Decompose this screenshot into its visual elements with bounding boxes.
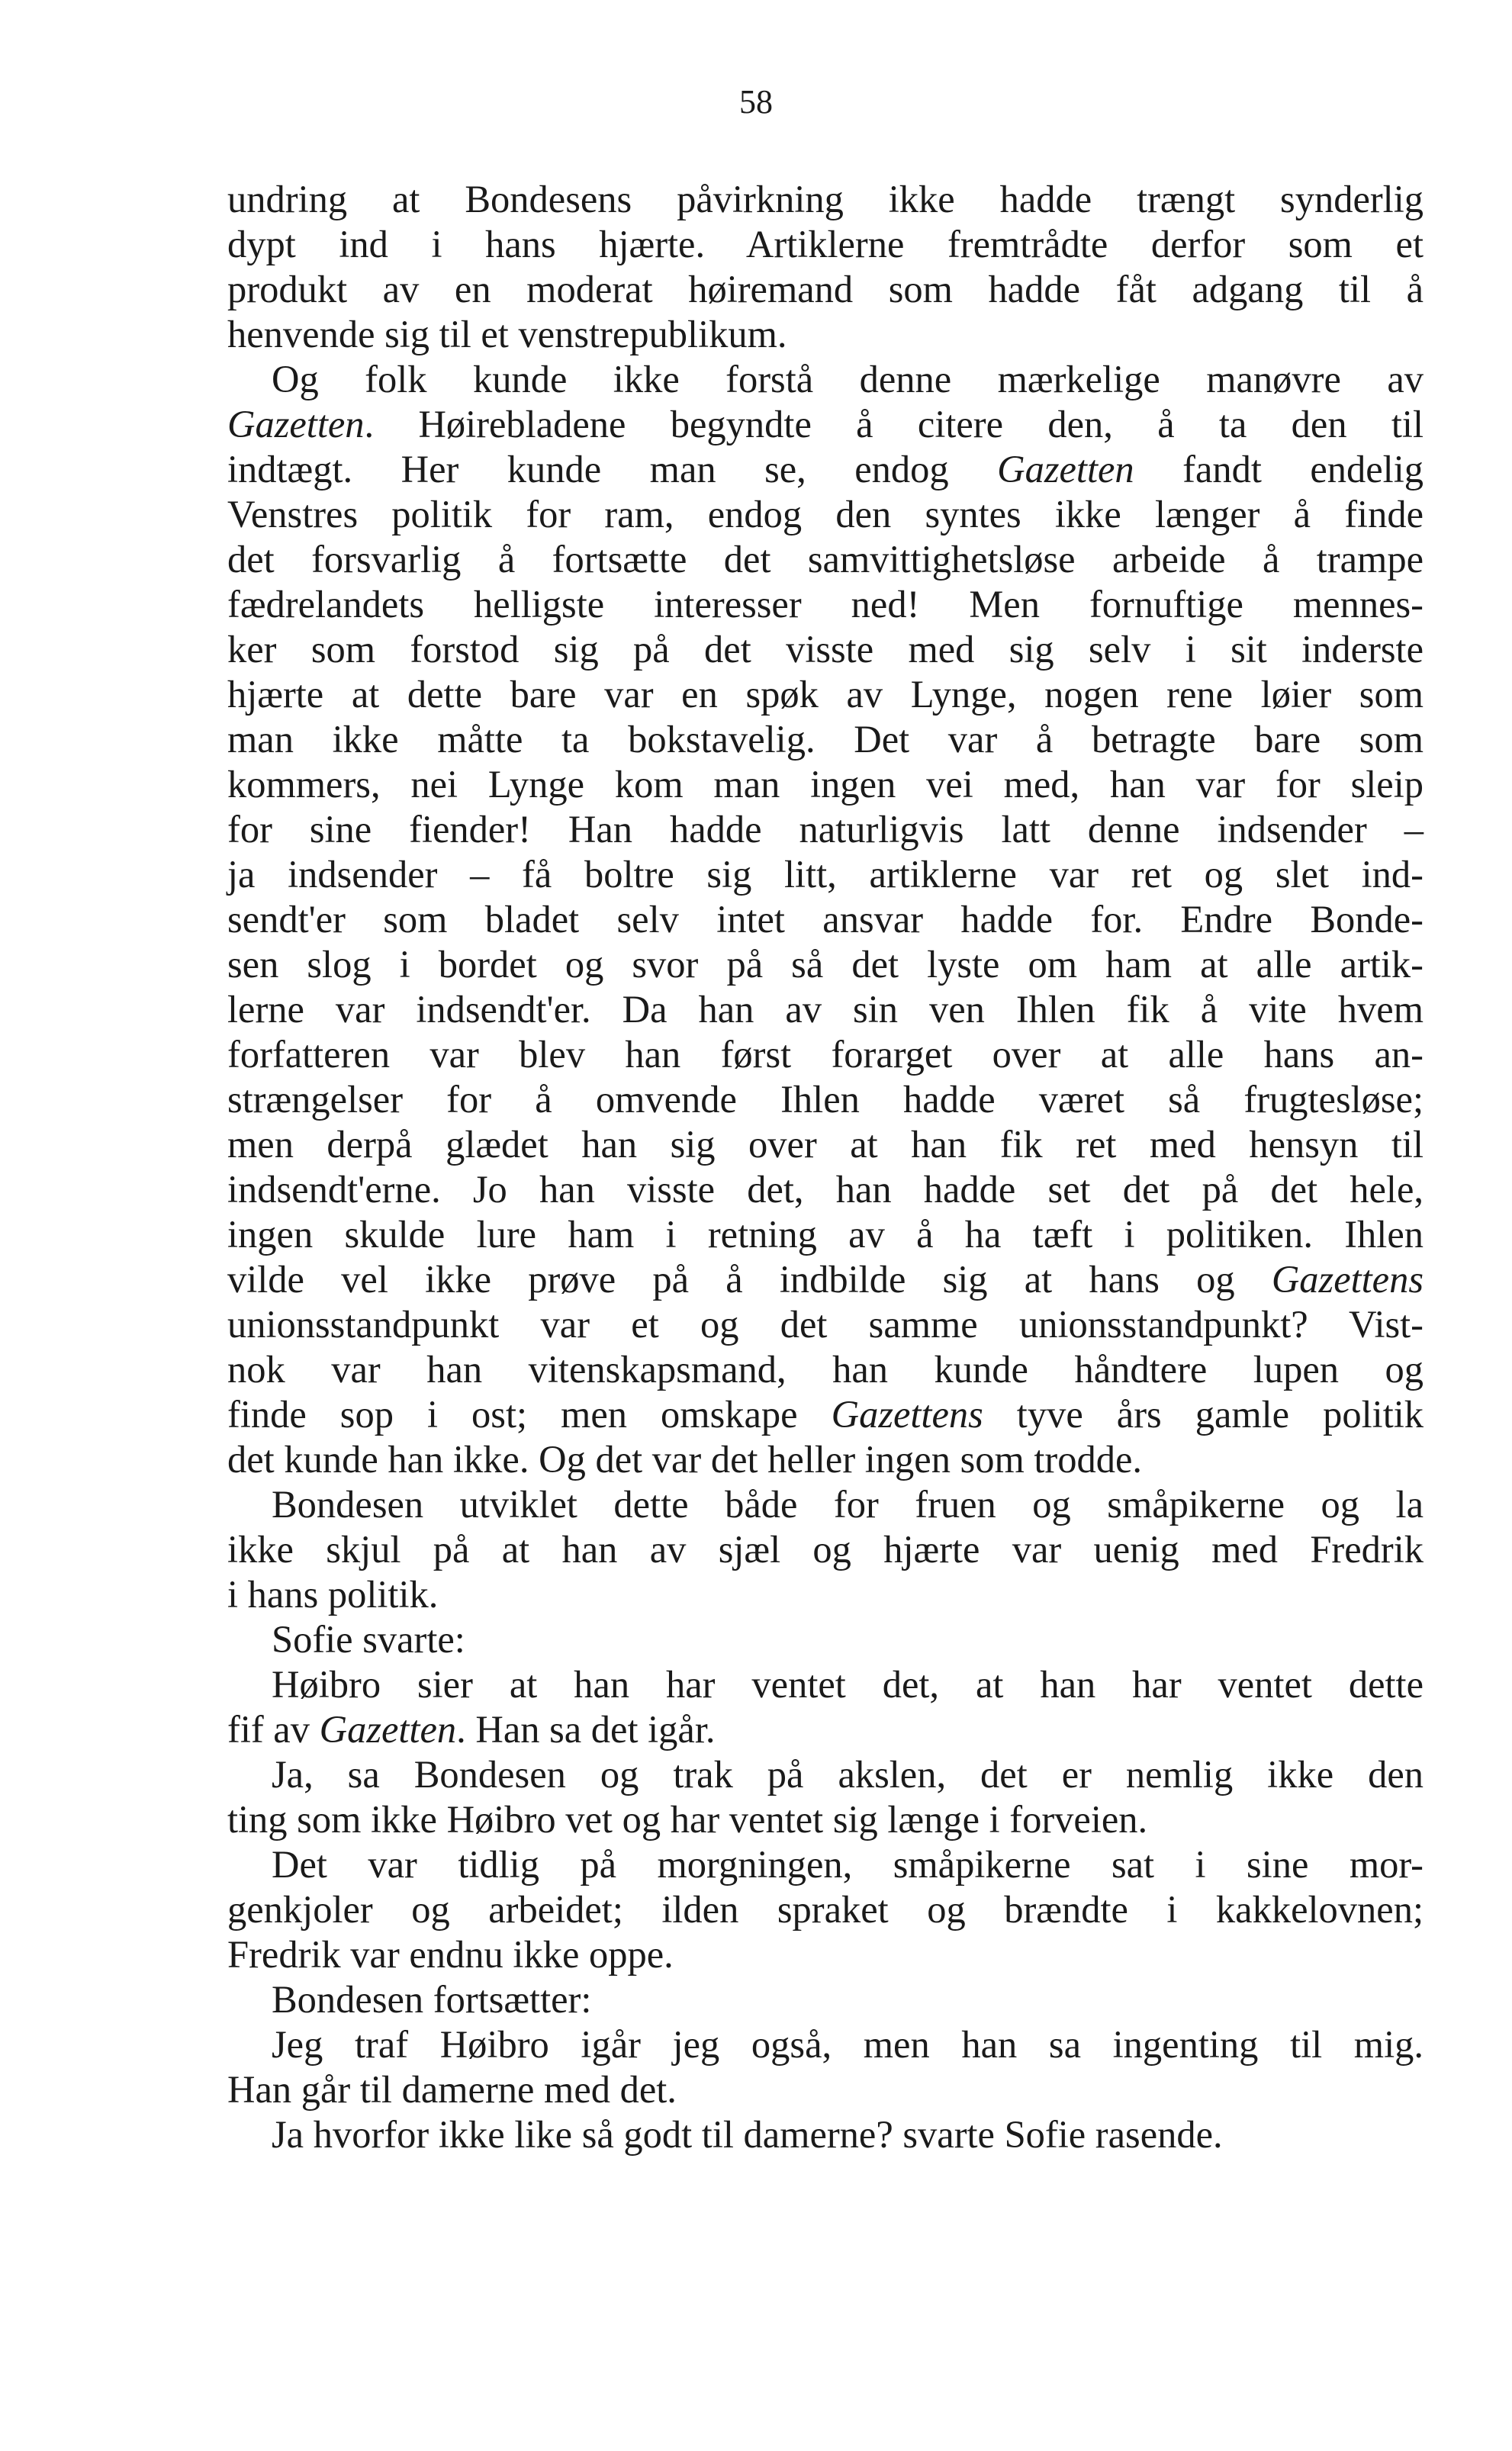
text-line: Bondesen fortsætter: [272, 1978, 592, 2021]
text-line: dypt ind i hans hjærte. Artiklerne fremtrådte derfor som et [227, 223, 1424, 265]
text-line: i hans politik. [227, 1573, 439, 1616]
text-line: vilde vel ikke prøve på å indbilde sig at hans og Gazettens [227, 1258, 1424, 1301]
text-line: lerne var indsendt'er. Da han av sin ven Ihlen fik å vite hvem [227, 988, 1424, 1031]
text-line: indsendt'erne. Jo han visste det, han hadde set det på det hele, [227, 1168, 1424, 1211]
text-line: genkjoler og arbeidet; ilden spraket og brændte i kakkelovnen; [227, 1888, 1424, 1931]
text-line: Venstres politik for ram, endog den syntes ikke længer å finde [227, 493, 1424, 536]
text-line: men derpå glædet han sig over at han fik ret med hensyn til [227, 1123, 1424, 1166]
text-line: fif av Gazetten. Han sa det igår. [227, 1708, 716, 1751]
text-line: ja indsender – få boltre sig litt, artiklerne var ret og slet ind- [227, 853, 1424, 896]
body-text [227, 177, 1424, 2157]
text-line: strængelser for å omvende Ihlen hadde været så frugtesløse; [227, 1078, 1424, 1121]
text-line: unionsstandpunkt var et og det samme unionsstandpunkt? Vist- [227, 1303, 1424, 1346]
text-line: produkt av en moderat høiremand som hadde fåt adgang til å [227, 268, 1424, 310]
text-line: nok var han vitenskapsmand, han kunde håndtere lupen og [227, 1348, 1424, 1391]
text-line: det forsvarlig å fortsætte det samvittighetsløse arbeide å trampe [227, 538, 1424, 581]
text-line: Fredrik var endnu ikke oppe. [227, 1933, 674, 1976]
text-line: Gazetten. Høirebladene begyndte å citere den, å ta den til [227, 403, 1424, 445]
text-line: ting som ikke Høibro vet og har ventet sig længe i forveien. [227, 1798, 1148, 1841]
text-line: Det var tidlig på morgningen, småpikerne sat i sine mor- [272, 1843, 1424, 1886]
text-line: sen slog i bordet og svor på så det lyste om ham at alle artik- [227, 943, 1424, 986]
text-line: det kunde han ikke. Og det var det heller ingen som trodde. [227, 1438, 1143, 1481]
text-line: for sine fiender! Han hadde naturligvis latt denne indsender – [227, 808, 1424, 851]
text-line: Ja, sa Bondesen og trak på akslen, det er nemlig ikke den [272, 1753, 1424, 1796]
text-line: ker som forstod sig på det visste med sig selv i sit inderste [227, 628, 1424, 671]
text-line: Høibro sier at han har ventet det, at han har ventet dette [272, 1663, 1424, 1706]
text-line: fædrelandets helligste interesser ned! Men fornuftige mennes- [227, 583, 1424, 626]
text-line: Sofie svarte: [272, 1618, 465, 1661]
text-line: forfatteren var blev han først forarget over at alle hans an- [227, 1033, 1424, 1076]
text-line: undring at Bondesens påvirkning ikke hadde trængt synderlig [227, 178, 1424, 220]
text-line: henvende sig til et venstrepublikum. [227, 313, 787, 355]
text-line: Han går til damerne med det. [227, 2068, 677, 2111]
text-line: kommers, nei Lynge kom man ingen vei med, han var for sleip [227, 763, 1424, 806]
text-line: ikke skjul på at han av sjæl og hjærte var uenig med Fredrik [227, 1528, 1424, 1571]
text-line: Bondesen utviklet dette både for fruen og småpikerne og la [272, 1483, 1424, 1526]
text-line: Jeg traf Høibro igår jeg også, men han sa ingenting til mig. [272, 2023, 1424, 2066]
text-line: sendt'er som bladet selv intet ansvar hadde for. Endre Bonde- [227, 898, 1424, 941]
text-line: Ja hvorfor ikke like så godt til damerne? svarte Sofie rasende. [272, 2113, 1223, 2156]
text-line: finde sop i ost; men omskape Gazettens tyve års gamle politik [227, 1393, 1424, 1436]
page-number: 58 [739, 83, 773, 121]
text-line: ingen skulde lure ham i retning av å ha tæft i politiken. Ihlen [227, 1213, 1424, 1256]
text-line: hjærte at dette bare var en spøk av Lynge, nogen rene løier som [227, 673, 1424, 716]
text-line: Og folk kunde ikke forstå denne mærkelige manøvre av [272, 358, 1424, 400]
text-line: man ikke måtte ta bokstavelig. Det var å betragte bare som [227, 718, 1424, 761]
text-line: indtægt. Her kunde man se, endog Gazetten fandt endelig [227, 448, 1424, 491]
